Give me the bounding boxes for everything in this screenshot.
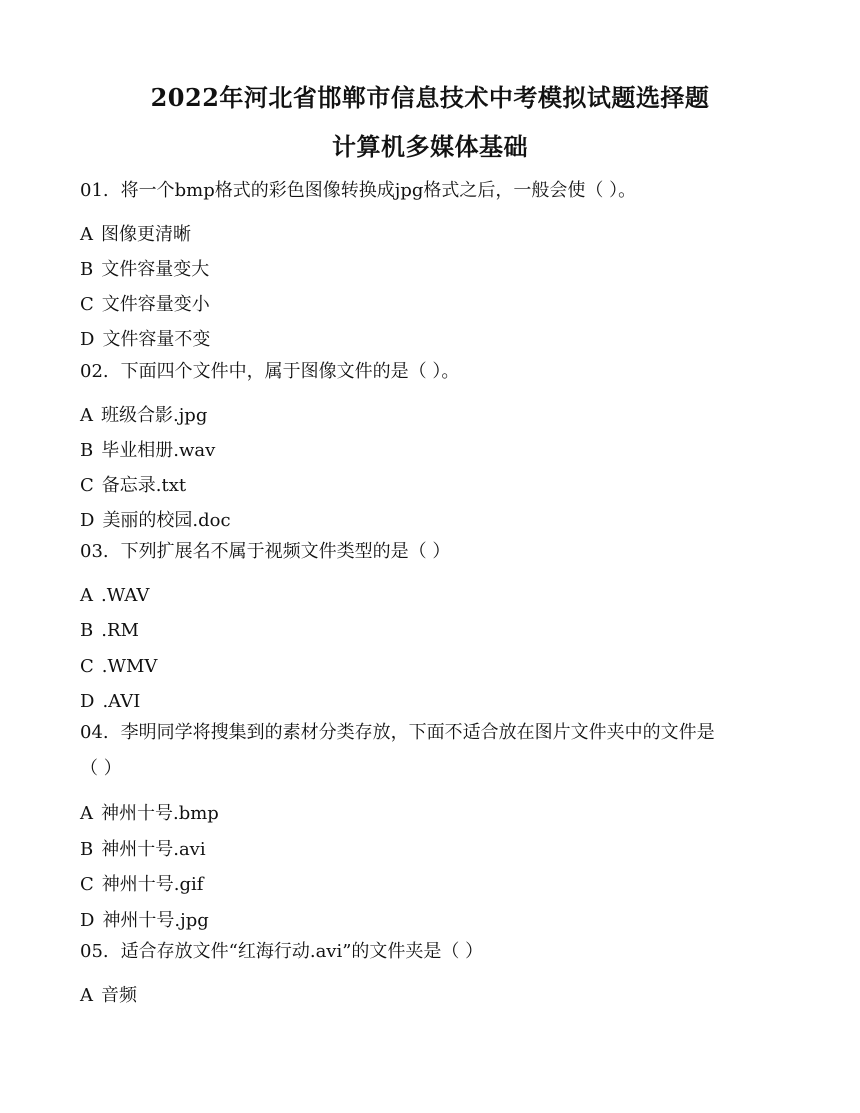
option-03-b (80, 619, 139, 643)
option-text: .RM (101, 620, 139, 641)
question-number: 05. (80, 941, 109, 962)
question-text: 适合存放文件“红海行动.avi”的文件夹是（ ） (120, 941, 484, 962)
option-letter: C (80, 656, 94, 677)
option-03-d (80, 690, 140, 714)
option-letter: A (80, 224, 93, 245)
option-text: 毕业相册.wav (101, 440, 216, 461)
option-01-b (80, 258, 209, 282)
option-letter: A (80, 803, 93, 824)
question-04-continuation (80, 757, 122, 781)
question-03 (80, 540, 450, 564)
option-text: 文件容量不变 (102, 329, 211, 350)
question-number: 02. (80, 361, 109, 382)
option-text: 音频 (101, 985, 137, 1006)
option-letter: D (80, 329, 95, 350)
question-number: 04. (80, 722, 109, 743)
option-letter: C (80, 475, 94, 496)
option-text: 备忘录.txt (101, 475, 187, 496)
option-01-d (80, 328, 210, 352)
option-03-c (80, 655, 157, 679)
option-04-b (80, 838, 206, 862)
option-02-d (80, 509, 231, 533)
option-04-d (80, 909, 209, 933)
option-text: 图像更清晰 (101, 224, 191, 245)
option-letter: D (80, 910, 95, 931)
option-letter: B (80, 259, 94, 280)
question-04 (80, 721, 715, 745)
option-letter: A (80, 585, 93, 606)
option-01-c (80, 293, 210, 317)
question-text: 下列扩展名不属于视频文件类型的是（ ） (120, 541, 451, 562)
option-letter: B (80, 440, 94, 461)
option-text: 班级合影.jpg (101, 405, 208, 426)
question-number: 01. (80, 180, 109, 201)
option-text: .WAV (101, 585, 150, 606)
option-text: .WMV (101, 656, 158, 677)
page-subtitle: 计算机多媒体基础 (332, 132, 528, 161)
option-text: 神州十号.bmp (101, 803, 219, 824)
option-02-c (80, 474, 186, 498)
question-text: 李明同学将搜集到的素材分类存放，下面不适合放在图片文件夹中的文件是 (120, 722, 715, 743)
page-title: 2022年河北省邯郸市信息技术中考模拟试题选择题 (150, 83, 710, 112)
option-04-c (80, 873, 203, 897)
option-text: 文件容量变大 (101, 259, 210, 280)
option-text: 神州十号.jpg (102, 910, 209, 931)
question-text-cont: （ ） (80, 758, 122, 779)
option-text: 文件容量变小 (101, 294, 210, 315)
option-letter: D (80, 691, 95, 712)
option-letter: C (80, 874, 94, 895)
option-02-b (80, 439, 215, 463)
question-text: 下面四个文件中，属于图像文件的是（ ）。 (120, 361, 460, 382)
question-number: 03. (80, 541, 109, 562)
option-letter: B (80, 620, 94, 641)
option-text: 神州十号.avi (101, 839, 206, 860)
option-letter: A (80, 405, 93, 426)
option-03-a (80, 584, 149, 608)
option-05-a (80, 984, 137, 1008)
option-text: .AVI (102, 691, 141, 712)
question-text: 将一个bmp格式的彩色图像转换成jpg格式之后，一般会使（ ）。 (120, 180, 637, 201)
option-letter: C (80, 294, 94, 315)
question-02 (80, 360, 459, 384)
option-01-a (80, 223, 191, 247)
option-letter: D (80, 510, 95, 531)
option-letter: A (80, 985, 93, 1006)
option-text: 神州十号.gif (101, 874, 204, 895)
question-05 (80, 940, 483, 964)
option-02-a (80, 404, 207, 428)
question-01 (80, 179, 636, 203)
option-text: 美丽的校园.doc (102, 510, 231, 531)
option-04-a (80, 802, 219, 826)
option-letter: B (80, 839, 94, 860)
